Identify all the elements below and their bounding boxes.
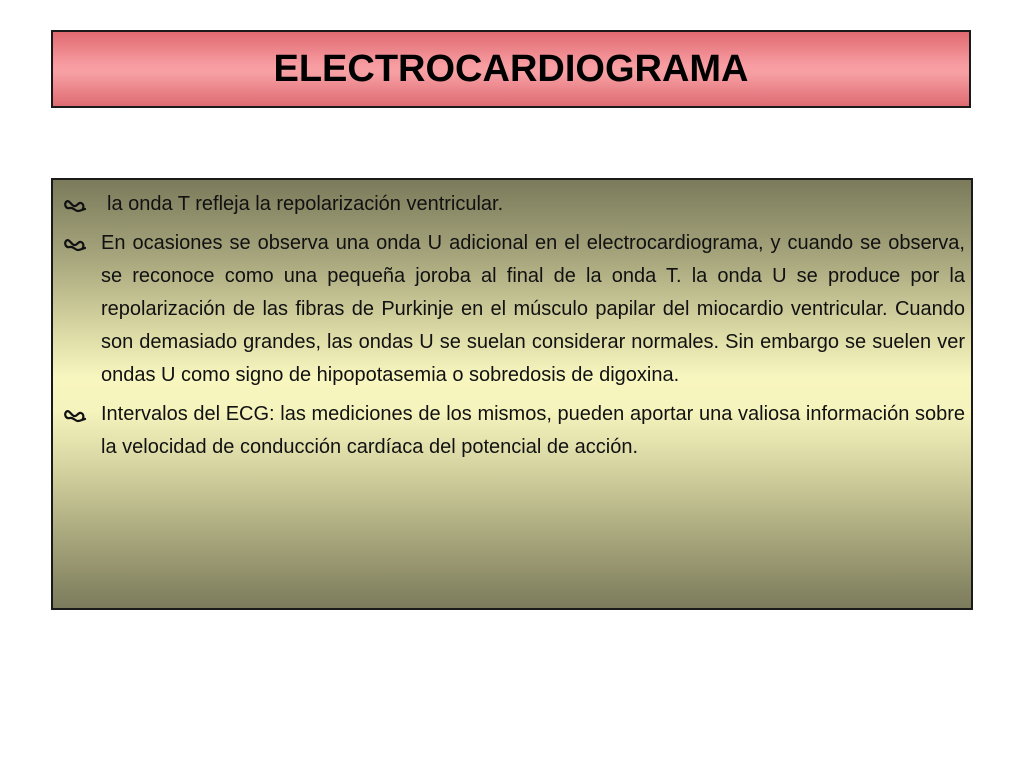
bullet-item xyxy=(63,188,965,221)
bullet-item xyxy=(63,227,965,392)
ornament-bullet-icon xyxy=(63,238,87,252)
content-box xyxy=(51,178,973,610)
bullet-text: la onda T refleja la repolarización ventricular. xyxy=(107,193,504,215)
ornament-bullet-icon xyxy=(63,199,87,213)
slide-title: ELECTROCARDIOGRAMA xyxy=(273,47,749,90)
title-box xyxy=(51,30,971,108)
ornament-bullet-icon xyxy=(63,409,87,423)
bullet-text: En ocasiones se observa una onda U adicional en el electrocardiograma, y cuando se observa, se reconoce como una pequeña joroba al final de la onda T. la onda U se produce por la repolarización de las fibras de Purkinje en el músculo papilar del miocardio ventricular. Cuando son demasiado grandes, las ondas U se suelan considerar normales. Sin embargo se suelen ver ondas U como signo de hipopotasemia o sobredosis de digoxina. xyxy=(101,232,965,386)
bullet-item xyxy=(63,398,965,464)
bullet-text: Intervalos del ECG: las mediciones de los mismos, pueden aportar una valiosa información sobre la velocidad de conducción cardíaca del potencial de acción. xyxy=(101,403,965,458)
bullet-list xyxy=(63,188,965,470)
